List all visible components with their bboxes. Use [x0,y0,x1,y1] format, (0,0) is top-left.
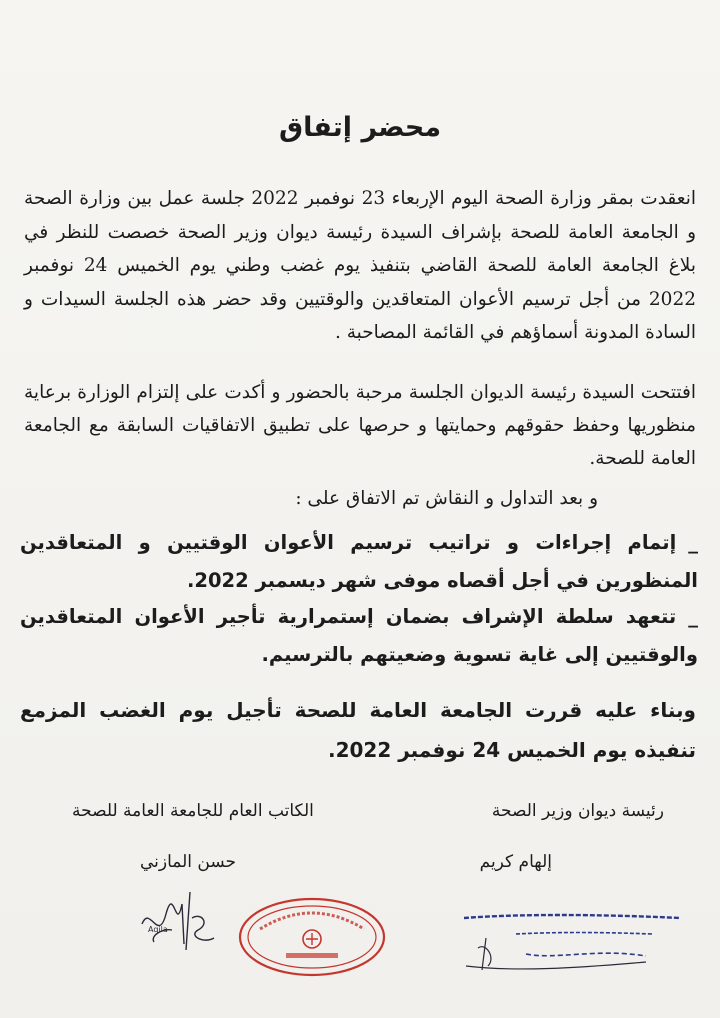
signatory-right-name: إلهام كريم [479,852,552,872]
item-dash: _ [688,531,698,554]
paragraph-meeting-intro: انعقدت بمقر وزارة الصحة اليوم الإربعاء 23 نوفمبر 2022 جلسة عمل بين وزارة الصحة و الجامعة العامة للصحة بإشراف السيدة رئيسة ديوان وزير الصحة خصصت للنظر في بلاغ الجامعة العامة للصحة القاضي بتنفيذ يوم غضب وطني يوم الخميس 24 نوفمبر 2022 من أجل ترسيم الأعوان المتعاقدين والوقتيين وقد حضر هذه الجلسة السيدات و السادة المدونة أسماؤهم في القائمة المصاحبة . [24,188,696,343]
paragraph-conclusion: وبناء عليه قررت الجامعة العامة للصحة تأجيل يوم الغضب المزمع تنفيذه يوم الخميس 24 نوفمبر 2022. [20,698,696,762]
right-stamp [456,908,686,978]
left-signature [132,884,222,956]
paragraph-agreement-intro: و بعد التداول و النقاش تم الاتفاق على : [295,488,598,509]
agreement-item-text: تتعهد سلطة الإشراف بضمان إستمرارية تأجير الأعوان المتعاقدين والوقتيين إلى غاية تسوية وضعيتهم بالترسيم. [20,605,698,666]
document-title: محضر إتفاق [278,112,442,143]
signatory-right-title: رئيسة ديوان وزير الصحة [491,801,664,821]
item-dash: _ [688,605,698,628]
svg-text:Aqila: Aqila [148,925,168,934]
agreement-item [20,524,698,600]
federation-seal [236,895,388,979]
agreement-item-text: إتمام إجراءات و تراتيب ترسيم الأعوان الوقتيين و المتعاقدين المنظورين في أجل أقصاه موفى شهر ديسمبر 2022. [20,531,698,592]
paragraph-opening: افتتحت السيدة رئيسة الديوان الجلسة مرحبة بالحضور و أكدت على إلتزام الوزارة برعاية منظوريها وحفظ حقوقهم وحمايتها و حرصها على تطبيق الاتفاقيات السابقة مع الجامعة العامة للصحة. [24,382,696,469]
signatory-left-title: الكاتب العام للجامعة العامة للصحة [72,801,314,821]
signatory-left-name: حسن المازني [140,852,237,872]
agreement-item [20,598,698,674]
